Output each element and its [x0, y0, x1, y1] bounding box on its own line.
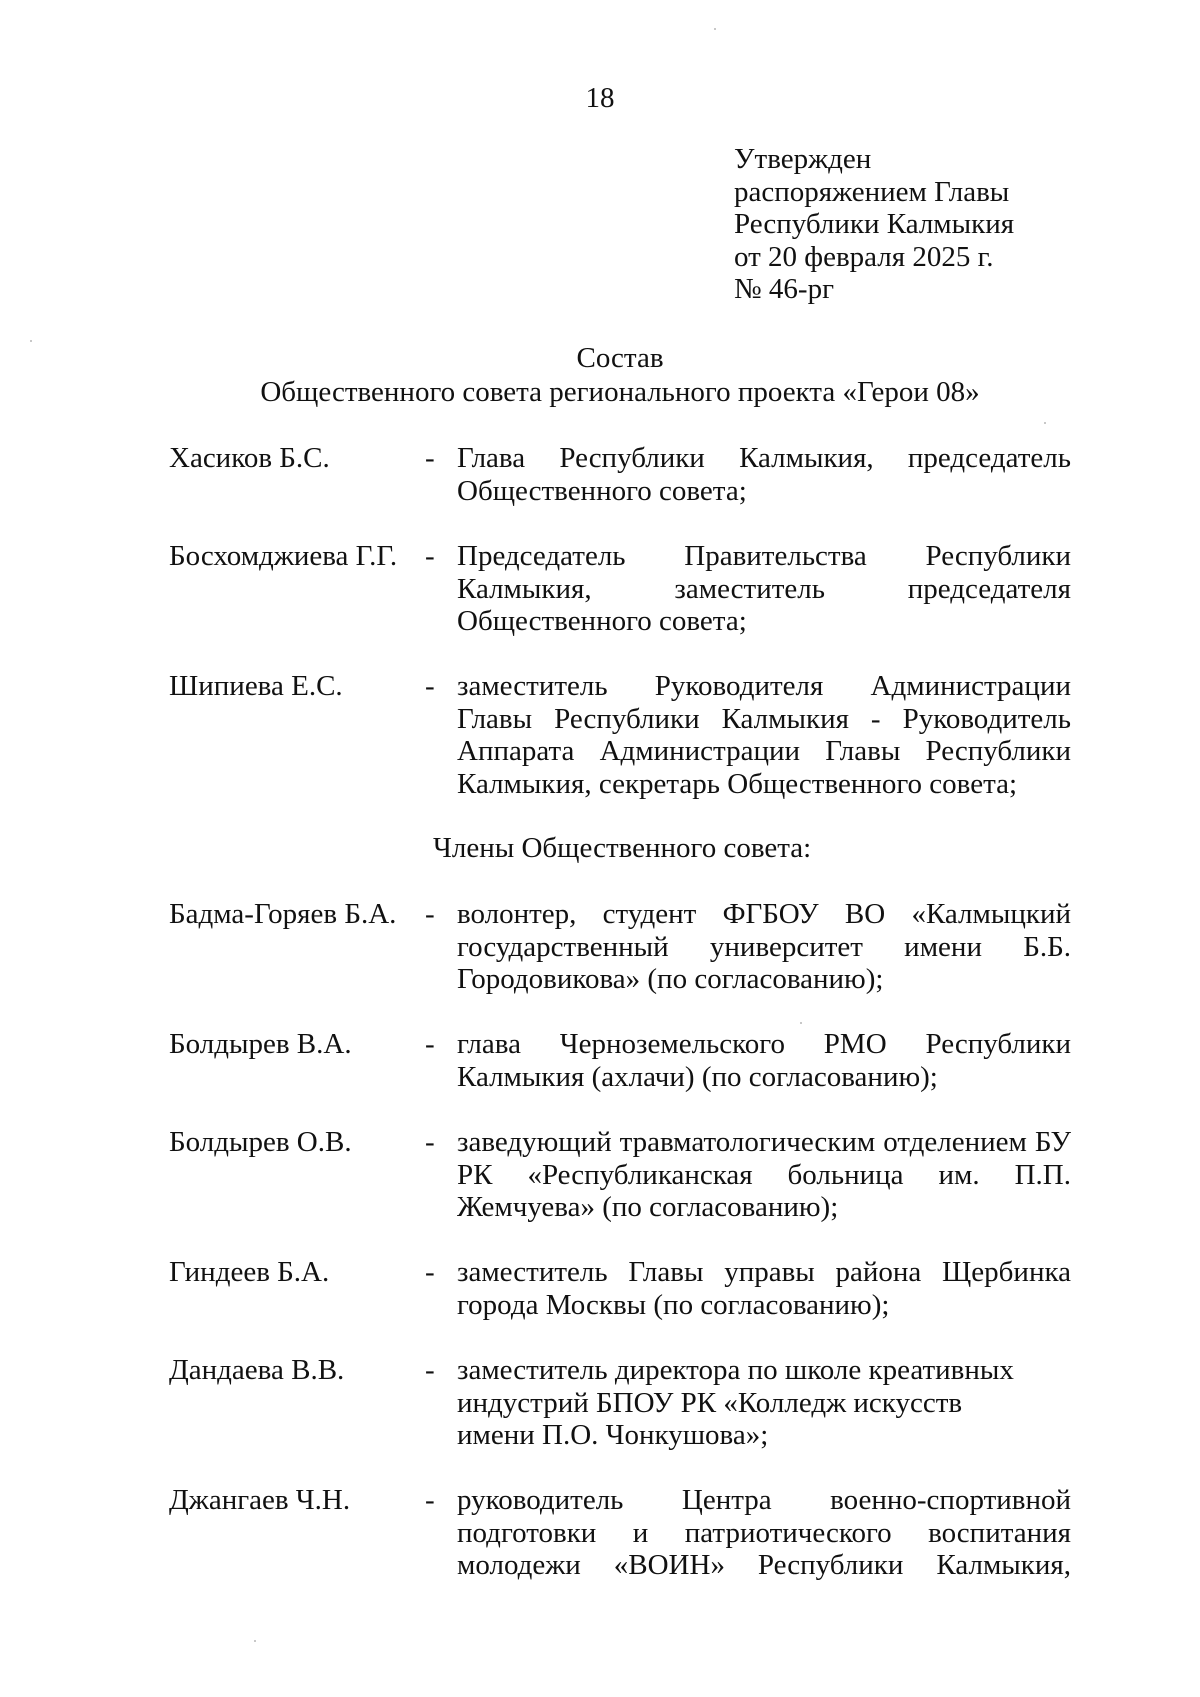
- member-role: заместитель директора по школе креативных индустрий БПОУ РК «Колледж искусств имени П.О. Чонкушова»;: [457, 1354, 1014, 1452]
- scan-speck: [254, 1640, 256, 1642]
- approval-block: [734, 143, 1014, 306]
- document-title: [170, 341, 1070, 409]
- scan-speck: [800, 1022, 802, 1024]
- member-role: Председатель Правительства Республики Калмыкия, заместитель председателя Общественного совета;: [457, 540, 1071, 638]
- member-name: Шипиева Е.С.: [169, 670, 343, 702]
- member-dash: -: [425, 1354, 435, 1386]
- scan-speck: [30, 340, 32, 342]
- member-name: Бадма-Горяев Б.А.: [169, 898, 397, 930]
- member-role: руководитель Центра военно-спортивной подготовки и патриотического воспитания молодежи «ВОИН» Республики Калмыкия,: [457, 1484, 1071, 1582]
- member-name: Дандаева В.В.: [169, 1354, 345, 1386]
- member-name: Гиндеев Б.А.: [169, 1256, 330, 1288]
- member-dash: -: [425, 898, 435, 930]
- member-dash: -: [425, 670, 435, 702]
- member-dash: -: [425, 442, 435, 474]
- member-role: заместитель Главы управы района Щербинка города Москвы (по согласованию);: [457, 1256, 1071, 1321]
- member-dash: -: [425, 1028, 435, 1060]
- member-dash: -: [425, 1256, 435, 1288]
- scan-speck: [1044, 422, 1046, 424]
- member-name: Хасиков Б.С.: [169, 442, 330, 474]
- member-dash: -: [425, 1484, 435, 1516]
- approval-line: распоряжением Главы: [734, 175, 1010, 208]
- member-role: глава Черноземельского РМО Республики Калмыкия (ахлачи) (по согласованию);: [457, 1028, 1071, 1093]
- member-role: Глава Республики Калмыкия, председатель Общественного совета;: [457, 442, 1071, 507]
- title-line-1: Состав: [576, 342, 664, 374]
- member-name: Босхомджиева Г.Г.: [169, 540, 398, 572]
- approval-line: Утвержден: [734, 143, 872, 175]
- member-dash: -: [425, 1126, 435, 1158]
- approval-line: Республики Калмыкия: [734, 208, 1015, 240]
- member-role: заместитель Руководителя Администрации Главы Республики Калмыкия - Руководитель Аппарата Администрации Главы Республики Калмыкия, секретарь Общественного совета;: [457, 670, 1071, 800]
- approval-line: № 46-рг: [734, 273, 834, 305]
- member-name: Болдырев В.А.: [169, 1028, 352, 1060]
- approval-line: от 20 февраля 2025 г.: [734, 240, 994, 273]
- members-heading: Члены Общественного совета:: [433, 832, 812, 864]
- page-number: 18: [585, 82, 615, 114]
- member-dash: -: [425, 540, 435, 572]
- member-name: Болдырев О.В.: [169, 1126, 352, 1158]
- member-name: Джангаев Ч.Н.: [169, 1484, 351, 1516]
- member-role: волонтер, студент ФГБОУ ВО «Калмыцкий государственный университет имени Б.Б. Городовикова» (по согласованию);: [457, 898, 1071, 996]
- title-line-2: Общественного совета регионального проекта «Герои 08»: [260, 376, 980, 408]
- scan-speck: [714, 28, 716, 30]
- member-role: заведующий травматологическим отделением БУ РК «Республиканская больница им. П.П. Жемчуева» (по согласованию);: [457, 1126, 1071, 1224]
